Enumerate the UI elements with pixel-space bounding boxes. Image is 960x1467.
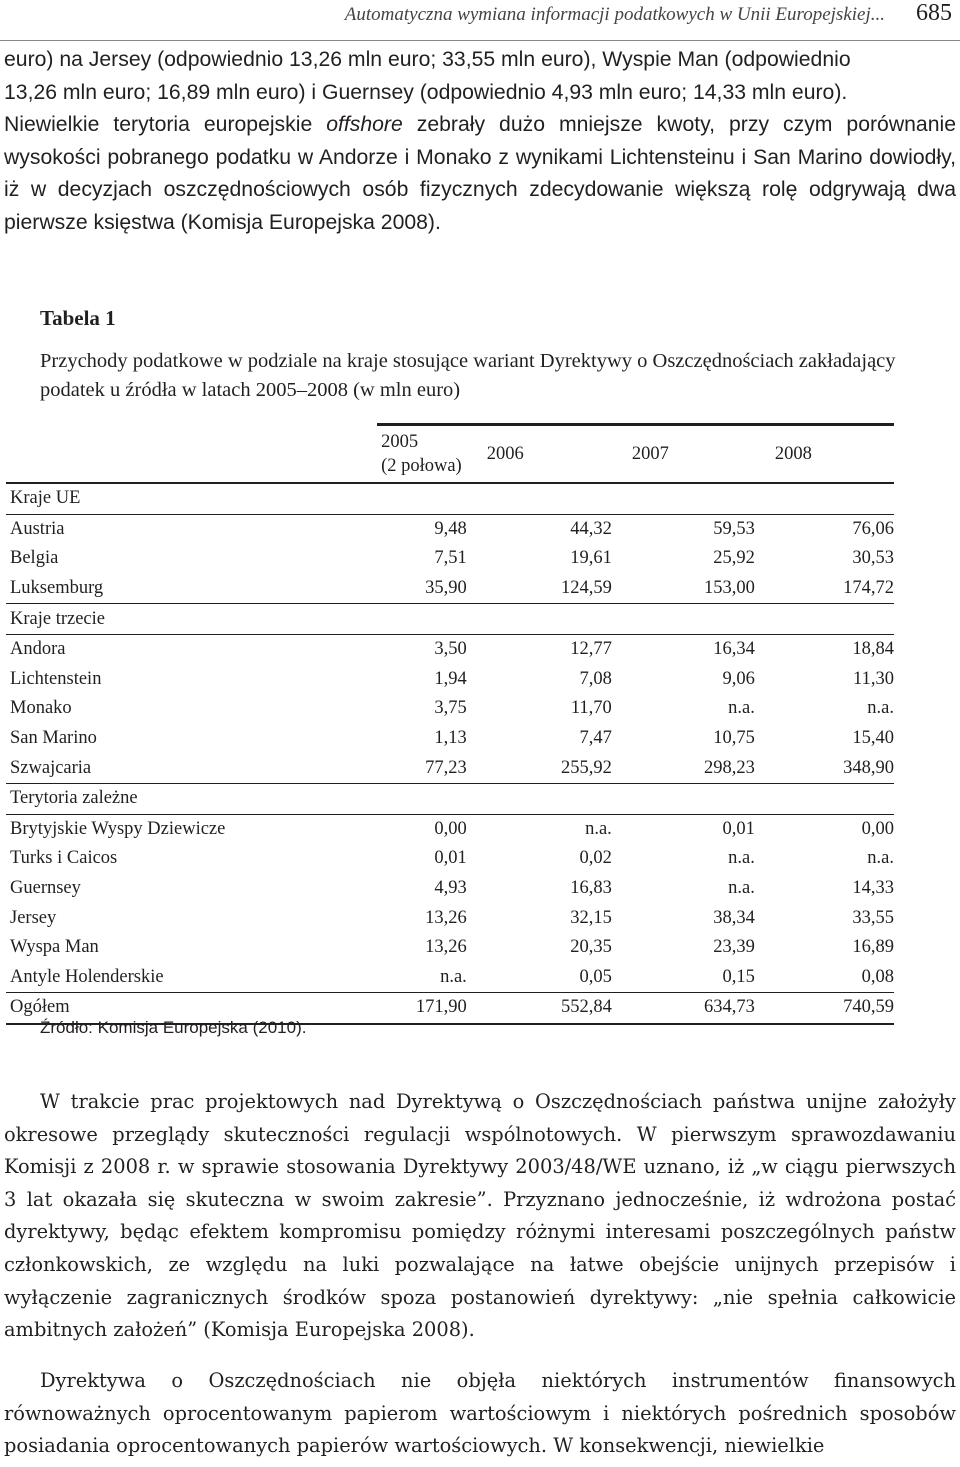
table-body xyxy=(6,483,894,1024)
total-2005: 171,90 xyxy=(377,993,467,1024)
country-cell: Luksemburg xyxy=(6,574,377,604)
country-cell: Brytyjskie Wyspy Dziewicze xyxy=(10,818,226,839)
value-2006: 20,35 xyxy=(570,937,612,958)
value-2007: 0,15 xyxy=(722,966,755,987)
value-2006: n.a. xyxy=(585,818,612,839)
value-2005: 77,23 xyxy=(377,753,467,783)
table-row xyxy=(6,933,894,963)
page-header xyxy=(0,0,960,42)
value-2008: 16,89 xyxy=(852,937,894,958)
table-row xyxy=(6,844,894,874)
country-cell: Jersey xyxy=(10,907,57,928)
country-cell: Guernsey xyxy=(10,878,81,899)
header-2005-year: 2005 xyxy=(381,432,419,452)
value-2007: n.a. xyxy=(728,878,755,899)
table-row xyxy=(6,724,894,754)
value-2005: 13,26 xyxy=(425,907,467,928)
paragraph-1-italic: offshore xyxy=(326,113,403,137)
country-cell: Monako xyxy=(10,698,72,719)
value-2008: 0,08 xyxy=(861,966,894,987)
value-2007: 10,75 xyxy=(713,728,755,749)
value-2008: 14,33 xyxy=(852,878,894,899)
paragraph-2: W trakcie prac projektowych nad Dyrektywą o Oszczędnościach państwa unijne założyły okresowe przeglądy skuteczności regulacji wspólnotowych. W pierwszym sprawozdawaniu Komisji z 2008 r. w sprawie stosowania Dyrektywy 2003/48/WE uznano, iż „w ciągu pierwszych 3 lat okazała się skuteczna w swoim zakresie”. Przyznano jednocześnie, iż wdrożona postać dyrektywy, będąc efektem kompromisu pomiędzy różnymi interesami poszczególnych państw członkowskich, ze względu na luki pozwalające na łatwe obejście unijnych przepisów i wyłączenie zagranicznych środków spoza postanowień dyrektywy: „nie spełnia całkowicie ambitnych założeń” (Komisja Europejska 2008). xyxy=(4,1090,956,1342)
revenue-table xyxy=(6,423,894,1025)
value-2008: 0,00 xyxy=(861,818,894,839)
value-2008: 174,72 xyxy=(755,574,894,604)
table-header-row xyxy=(6,425,894,484)
value-2005: 1,94 xyxy=(434,668,467,689)
value-2007: 16,34 xyxy=(713,639,755,660)
table-row xyxy=(6,665,894,695)
value-2005: 35,90 xyxy=(377,574,467,604)
total-2007: 634,73 xyxy=(612,993,755,1024)
country-cell: San Marino xyxy=(10,728,97,749)
section-title: Kraje trzecie xyxy=(6,604,894,635)
value-2005: 1,13 xyxy=(434,728,467,749)
value-2007: 9,06 xyxy=(722,668,755,689)
header-blank xyxy=(6,425,377,484)
table-label: Tabela 1 xyxy=(40,306,116,330)
country-cell: Andora xyxy=(10,639,66,660)
running-title: Automatyczna wymiana informacji podatkowych w Unii Europejskiej... xyxy=(344,4,885,25)
paragraph-1-line-1: euro) na Jersey (odpowiednio 13,26 mln euro; 33,55 mln euro), Wyspie Man (odpowiednio xyxy=(4,48,851,71)
table-row xyxy=(6,874,894,904)
value-2006: 12,77 xyxy=(570,639,612,660)
value-2006: 124,59 xyxy=(467,574,612,604)
table-row xyxy=(6,694,894,724)
value-2006: 0,05 xyxy=(579,966,612,987)
value-2005: 13,26 xyxy=(425,937,467,958)
table-row xyxy=(6,514,894,544)
value-2008: 33,55 xyxy=(852,907,894,928)
value-2005: 3,50 xyxy=(434,639,467,660)
value-2007: 0,01 xyxy=(722,818,755,839)
header-2008: 2008 xyxy=(755,425,894,484)
value-2005: n.a. xyxy=(440,966,467,987)
paragraph-1 xyxy=(4,44,956,240)
value-2007: n.a. xyxy=(728,698,755,719)
value-2005: 4,93 xyxy=(434,878,467,899)
value-2005: 9,48 xyxy=(434,518,467,539)
country-cell: Szwajcaria xyxy=(6,753,377,783)
section-row xyxy=(6,604,894,635)
value-2006: 7,47 xyxy=(579,728,612,749)
value-2008: 11,30 xyxy=(853,668,894,689)
header-2005-note: (2 połowa) xyxy=(381,456,462,476)
total-2008: 740,59 xyxy=(755,993,894,1024)
table-row xyxy=(6,634,894,664)
country-cell: Belgia xyxy=(10,548,59,569)
value-2008: 30,53 xyxy=(852,548,894,569)
value-2007: 153,00 xyxy=(612,574,755,604)
value-2006: 19,61 xyxy=(570,548,612,569)
table-caption: Przychody podatkowe w podziale na kraje stosujące wariant Dyrektywy o Oszczędnościach zakładający podatek u źródła w latach 2005–2008 (w mln euro) xyxy=(40,350,896,401)
paragraph-1-line-2: 13,26 mln euro; 16,89 mln euro) i Guernsey (odpowiednio 4,93 mln euro; 14,33 mln euro). xyxy=(4,80,848,104)
value-2007: 298,23 xyxy=(612,753,755,783)
section-title: Kraje UE xyxy=(6,483,894,514)
value-2005: 0,01 xyxy=(434,848,467,869)
value-2007: n.a. xyxy=(728,848,755,869)
total-label: Ogółem xyxy=(6,993,377,1024)
paragraph-1-text-b: zebrały dużo mniejsze kwoty, przy czym porównanie wysokości pobranego podatku w Andorze i Monako z wynikami Lichtensteinu i San Marino dowiodły, iż w decyzjach oszczędnościowych osób fizycznych zdecydowanie większą rolę odgrywają dwa pierwsze księstwa (Komisja Europejska 2008). xyxy=(4,113,956,234)
paragraph-1-text-a: Niewielkie terytoria europejskie xyxy=(4,113,313,137)
table-row xyxy=(6,753,894,783)
value-2008: 76,06 xyxy=(852,518,894,539)
value-2006: 7,08 xyxy=(579,668,612,689)
table-row xyxy=(6,814,894,844)
table-row xyxy=(6,903,894,933)
value-2007: 38,34 xyxy=(713,907,755,928)
value-2007: 23,39 xyxy=(713,937,755,958)
header-rule xyxy=(0,40,960,41)
country-cell: Wyspa Man xyxy=(10,937,99,958)
country-cell: Lichtenstein xyxy=(10,668,102,689)
paragraph-3: Dyrektywa o Oszczędnościach nie objęła niektórych instrumentów finansowych równoważnych oprocentowanym papierom wartościowym i niektórych pośrednich sposobów posiadania oprocentowanych papierów wartościowych. W konsekwencji, niewielkie xyxy=(4,1369,956,1458)
page-number: 685 xyxy=(916,0,952,26)
value-2005: 0,00 xyxy=(434,818,467,839)
value-2005: 3,75 xyxy=(434,698,467,719)
value-2007: 25,92 xyxy=(713,548,755,569)
header-2005 xyxy=(377,425,467,484)
value-2008: n.a. xyxy=(867,698,894,719)
section-title: Terytoria zależne xyxy=(6,783,894,814)
value-2007: 59,53 xyxy=(713,518,755,539)
value-2008: n.a. xyxy=(867,848,894,869)
table-row xyxy=(6,963,894,993)
value-2006: 44,32 xyxy=(570,518,612,539)
table-source: Źródło: Komisja Europejska (2010). xyxy=(40,1018,307,1037)
section-row xyxy=(6,483,894,514)
country-cell: Turks i Caicos xyxy=(10,848,118,869)
value-2008: 15,40 xyxy=(852,728,894,749)
value-2005: 7,51 xyxy=(434,548,467,569)
value-2008: 348,90 xyxy=(755,753,894,783)
country-cell: Austria xyxy=(10,518,65,539)
section-row xyxy=(6,783,894,814)
header-2007: 2007 xyxy=(612,425,755,484)
value-2006: 32,15 xyxy=(570,907,612,928)
value-2006: 0,02 xyxy=(579,848,612,869)
value-2006: 11,70 xyxy=(570,698,612,719)
table-row xyxy=(6,574,894,604)
header-2006: 2006 xyxy=(467,425,612,484)
table-row xyxy=(6,544,894,574)
value-2008: 18,84 xyxy=(852,639,894,660)
value-2006: 255,92 xyxy=(467,753,612,783)
value-2006: 16,83 xyxy=(570,878,612,899)
total-2006: 552,84 xyxy=(467,993,612,1024)
country-cell: Antyle Holenderskie xyxy=(10,966,164,987)
